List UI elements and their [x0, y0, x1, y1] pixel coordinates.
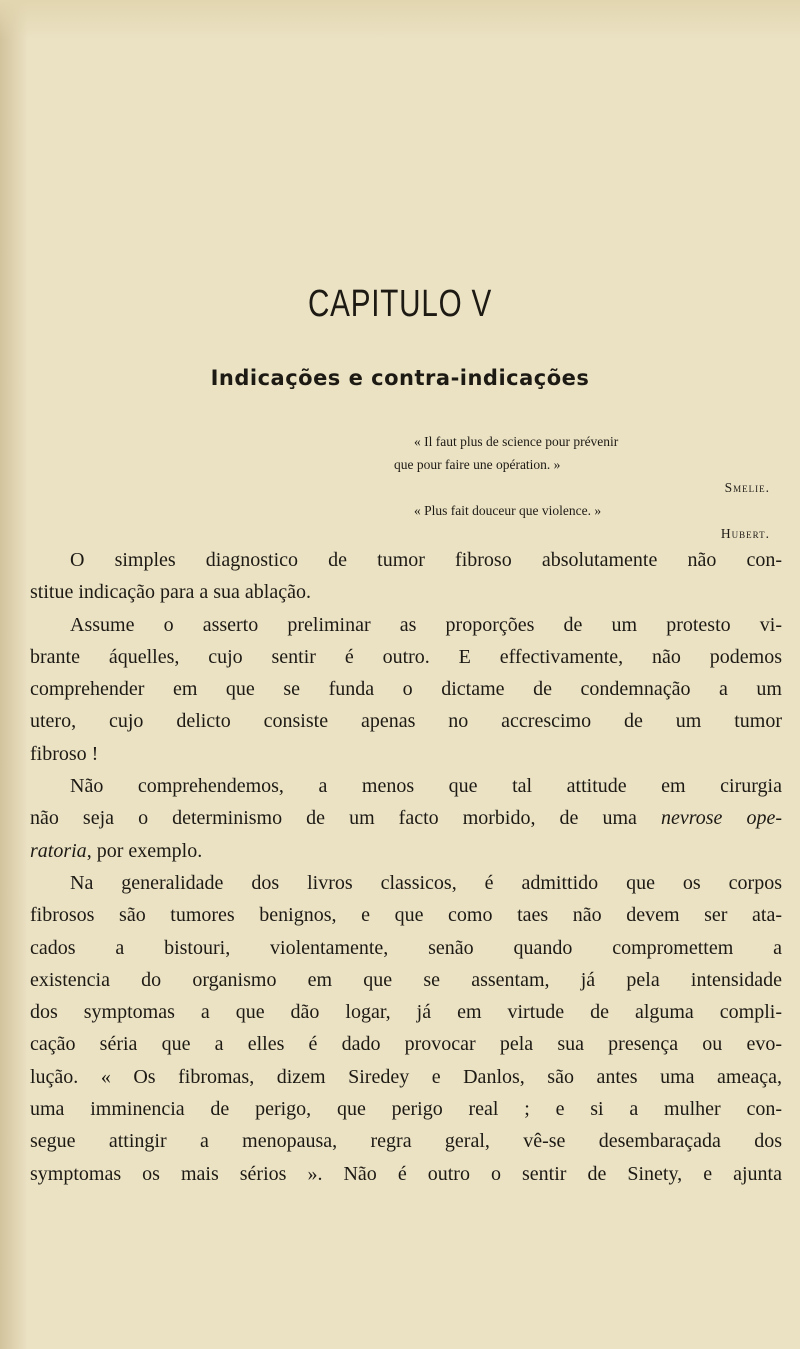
page-edge-shadow: [0, 0, 28, 1349]
paragraph: [30, 544, 782, 609]
epigraph-author: Smelie.: [724, 480, 770, 495]
text-line: uma imminencia de perigo, que perigo real ; e si a mulher con-: [30, 1098, 782, 1121]
text-line: O simples diagnostico de tumor fibroso absolutamente não con-: [70, 549, 782, 571]
italic-term: ratoria: [30, 839, 87, 862]
epigraph-line: « Plus fait douceur que violence. »: [414, 503, 602, 518]
epigraph-smelie: [394, 430, 790, 499]
text-line: dos symptomas a que dão logar, já em virtude de alguma compli-: [30, 1001, 782, 1024]
paragraph: [30, 609, 782, 770]
chapter-title: CAPITULO V: [307, 283, 493, 325]
body-text: [30, 544, 782, 1190]
text-line: comprehender em que se funda o dictame de condemnação a um: [30, 678, 782, 701]
text-line: existencia do organismo em que se assentam, já pela intensidade: [30, 968, 782, 991]
text-line: segue attingir a menopausa, regra geral, vê-se desembaraçada dos: [30, 1130, 782, 1153]
text-line: stitue indicação para a sua ablação.: [30, 581, 311, 604]
epigraph-hubert: [410, 499, 790, 545]
text-line: symptomas os mais sérios ». Não é outro o sentir de Sinety, e ajunta: [30, 1162, 782, 1185]
paragraph: [30, 867, 782, 1190]
text-line: fibroso !: [30, 742, 99, 765]
text-line: brante áquelles, cujo sentir é outro. E effectivamente, não podemos: [30, 645, 782, 668]
chapter-subtitle: Indicações e contra-indicações: [210, 366, 590, 390]
text-line: Não comprehendemos, a menos que tal attitude em cirurgia: [70, 775, 782, 798]
page-top-shadow: [0, 0, 800, 40]
epigraph-author: Hubert.: [720, 526, 770, 541]
text-line: cação séria que a elles é dado provocar pela sua presença ou evo-: [30, 1033, 782, 1056]
epigraph-line: « Il faut plus de science pour prévenir: [414, 434, 619, 449]
italic-term: nevrose ope-: [660, 807, 782, 830]
text-line: fibrosos são tumores benignos, e que como taes não devem ser ata-: [30, 904, 782, 927]
text-line: [30, 802, 782, 834]
paragraph: [30, 770, 782, 867]
text-run: , por exemplo.: [86, 839, 203, 862]
text-line: Assume o asserto preliminar as proporções de um protesto vi-: [70, 613, 782, 636]
text-line: Na generalidade dos livros classicos, é admittido que os corpos: [70, 871, 782, 894]
text-run: não seja o determinismo de um facto morbido, de uma: [30, 807, 661, 830]
text-line: [30, 835, 782, 867]
epigraph-line: que pour faire une opération. »: [394, 457, 561, 472]
text-line: lução. « Os fibromas, dizem Siredey e Danlos, são antes uma ameaça,: [30, 1065, 782, 1088]
text-line: cados a bistouri, violentamente, senão quando compromettem a: [30, 936, 782, 959]
text-line: utero, cujo delicto consiste apenas no accrescimo de um tumor: [30, 710, 782, 733]
